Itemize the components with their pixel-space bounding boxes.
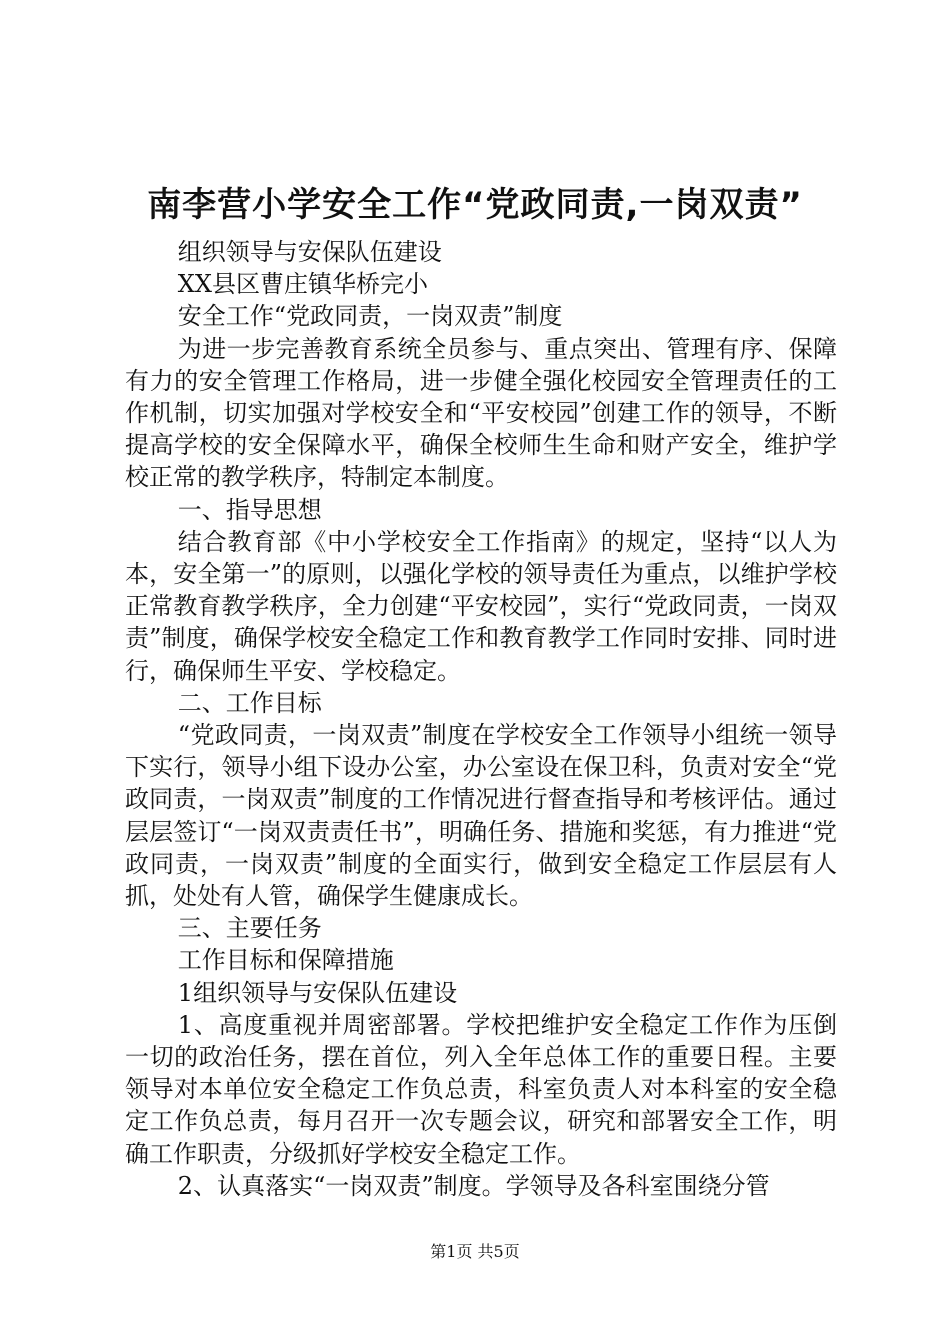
section-heading-work-goals: 二、工作目标 [177, 688, 322, 717]
paragraph-goals-measures: 工作目标和保障措施 [177, 946, 394, 975]
paragraph-subtitle-1: 组织领导与安保队伍建设 [177, 238, 442, 266]
paragraph-intro: 为进一步完善教育系统全员参与、重点突出、管理有序、保障有力的安全管理工作格局，进一步健全强化校园安全管理责任的工作机制，切实加强对学校安全和“平安校园”创建工作的领导，不断提高学校的安全保障水平，确保全校师生生命和财产安全，维护学校正常的教学秩序，特制定本制度。 [125, 334, 837, 492]
paragraph-system-title: 安全工作“党政同责，一岗双责”制度 [177, 302, 563, 331]
section-heading-main-tasks: 三、主要任务 [177, 914, 322, 943]
paragraph-item-1: 1、高度重视并周密部署。学校把维护安全稳定工作作为压倒一切的政治任务，摆在首位，列入全年总体工作的重要日程。主要领导对本单位安全稳定工作负总责，科室负责人对本科室的安全稳定工作负总责，每月召开一次专题会议，研究和部署安全工作，明确工作职责，分级抓好学校安全稳定工作。 [125, 1010, 837, 1168]
paragraph-item-2: 2、认真落实“一岗双责”制度。学领导及各科室围绕分管 [177, 1171, 770, 1200]
document-title: 南李营小学安全工作“党政同责,一岗双责” [147, 185, 803, 225]
paragraph-work-goals: “党政同责，一岗双责”制度在学校安全工作领导小组统一领导下实行，领导小组下设办公室，办公室设在保卫科，负责对安全“党政同责，一岗双责”制度的工作情况进行督查指导和考核评估。通过层层签订“一岗双责责任书”，明确任务、措施和奖惩，有力推进“党政同责，一岗双责”制度的全面实行，做到安全稳定工作层层有人抓，处处有人管，确保学生健康成长。 [125, 721, 837, 911]
section-heading-guiding-thought: 一、指导思想 [177, 495, 322, 524]
document-body [125, 236, 837, 1202]
paragraph-guiding-thought: 结合教育部《中小学校安全工作指南》的规定，坚持“以人为本，安全第一”的原则，以强化学校的领导责任为重点，以维护学校正常教育教学秩序，全力创建“平安校园”，实行“党政同责，一岗双责”制度，确保学校安全稳定工作和教育教学工作同时安排、同时进行，确保师生平安、学校稳定。 [125, 527, 837, 685]
paragraph-school-name: XX县区曹庄镇华桥完小 [177, 270, 428, 299]
paragraph-subsection-1: 1组织领导与安保队伍建设 [177, 978, 458, 1007]
page-footer: 第1页 共5页 [430, 1242, 520, 1261]
